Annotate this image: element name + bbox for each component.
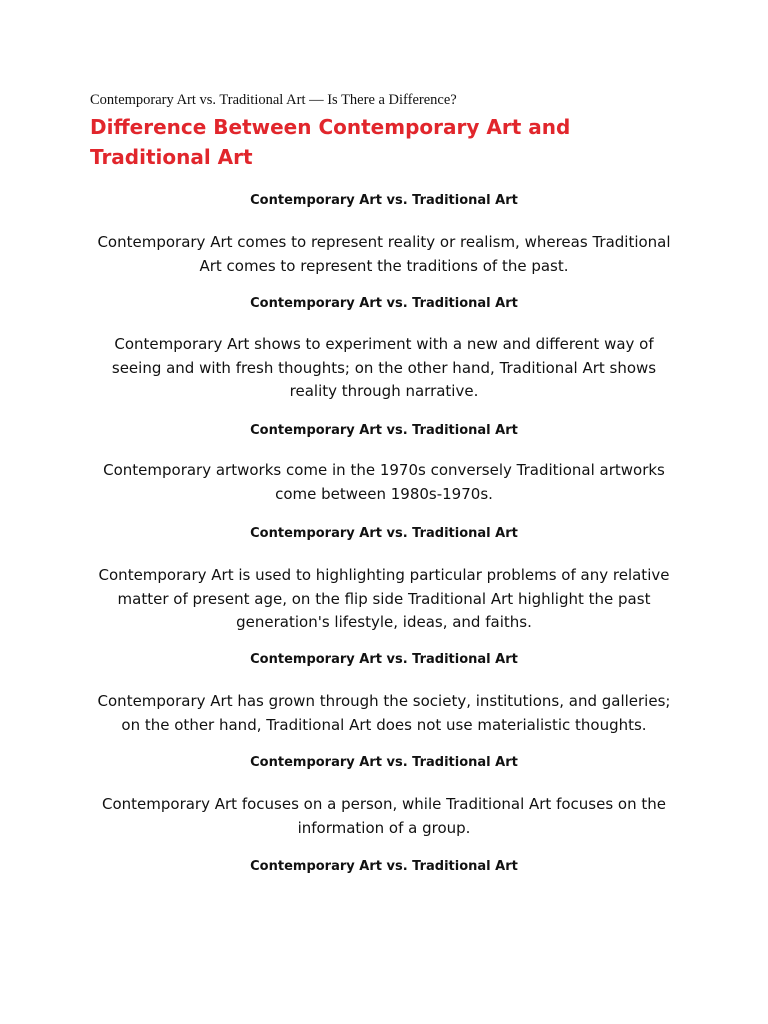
- trailing-subheading: Contemporary Art vs. Traditional Art: [250, 859, 518, 874]
- comparison-section: [90, 295, 678, 313]
- comparison-section: [90, 459, 678, 506]
- comparison-section: [90, 690, 678, 737]
- comparison-section: [90, 754, 678, 772]
- section-paragraph: Contemporary Art focuses on a person, while Traditional Art focuses on the information of a group.: [102, 795, 666, 837]
- comparison-section: [90, 564, 678, 635]
- comparison-section: [90, 793, 678, 840]
- section-paragraph: Contemporary Art shows to experiment with a new and different way of seeing and with fresh thoughts; on the other hand, Traditional Art shows reality through narrative.: [111, 335, 657, 400]
- comparison-section: [90, 858, 678, 876]
- section-subheading: Contemporary Art vs. Traditional Art: [250, 652, 518, 667]
- comparison-section: [90, 422, 678, 440]
- section-subheading: Contemporary Art vs. Traditional Art: [250, 296, 518, 311]
- section-subheading: Contemporary Art vs. Traditional Art: [250, 526, 518, 541]
- comparison-section: [90, 192, 678, 210]
- section-paragraph: Contemporary Art has grown through the society, institutions, and galleries; on the other hand, Traditional Art does not use materialistic thoughts.: [97, 692, 671, 734]
- section-subheading: Contemporary Art vs. Traditional Art: [250, 755, 518, 770]
- section-subheading: Contemporary Art vs. Traditional Art: [250, 423, 518, 438]
- section-paragraph: Contemporary Art comes to represent reality or realism, whereas Traditional Art comes to represent the traditions of the past.: [97, 233, 671, 275]
- section-subheading: Contemporary Art vs. Traditional Art: [250, 193, 518, 208]
- comparison-section: [90, 525, 678, 543]
- comparison-section: [90, 231, 678, 278]
- comparison-section: [90, 333, 678, 404]
- document-title: Contemporary Art vs. Traditional Art — Is There a Difference?: [90, 92, 457, 108]
- section-paragraph: Contemporary artworks come in the 1970s conversely Traditional artworks come between 1980s-1970s.: [103, 461, 665, 503]
- section-paragraph: Contemporary Art is used to highlighting particular problems of any relative matter of present age, on the flip side Traditional Art highlight the past generation's lifestyle, ideas, and faiths.: [98, 566, 670, 631]
- comparison-section: [90, 651, 678, 669]
- page-heading: Difference Between Contemporary Art and Traditional Art: [90, 115, 571, 169]
